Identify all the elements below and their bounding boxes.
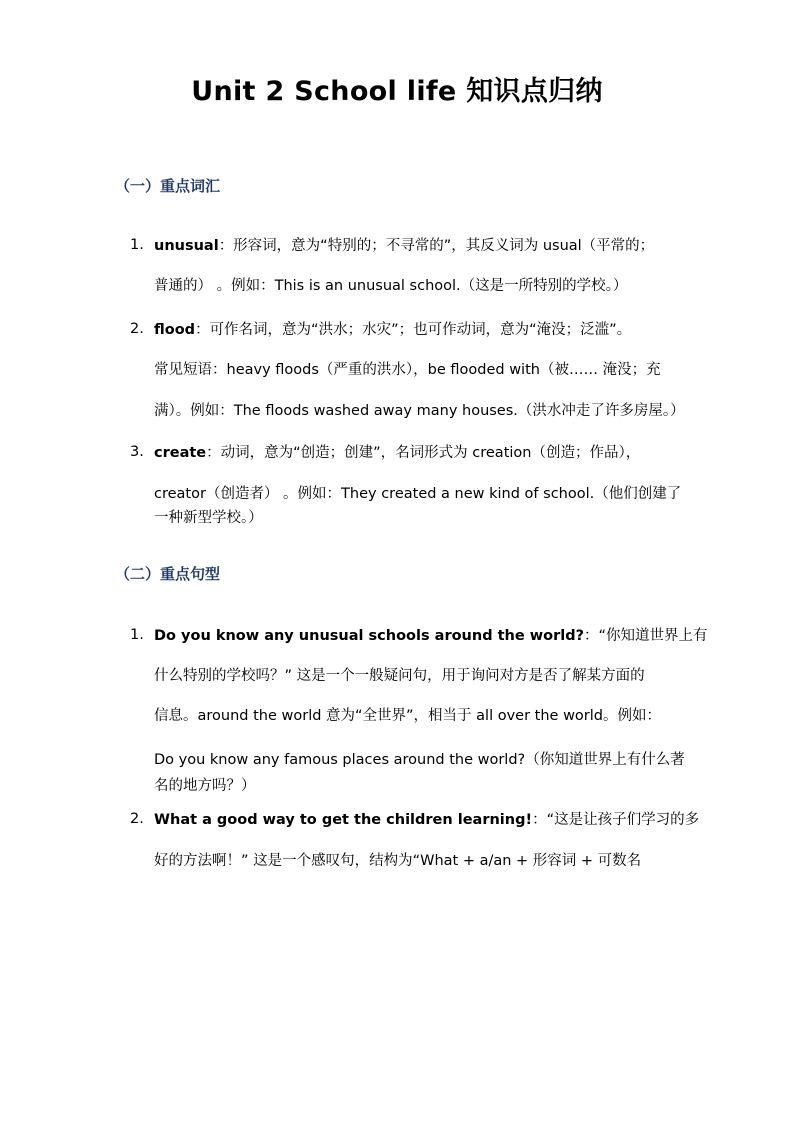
list-item: [130, 809, 700, 872]
vocab-term: create: [154, 445, 207, 461]
page-title: Unit 2 School life 知识点归纳: [191, 76, 603, 107]
item-line: unusual：形容词，意为“特别的；不寻常的”，其反义词为 usual（平常的；: [154, 238, 655, 254]
item-number: 1.: [130, 237, 144, 253]
section-heading-vocabulary: （一）重点词汇: [115, 177, 221, 195]
vocab-term: unusual: [154, 238, 219, 254]
section-heading-sentence-patterns: （二）重点句型: [115, 565, 221, 583]
item-line: creator（创造者） 。例如：They created a new kind of school.（他们创建了: [154, 486, 682, 502]
item-number: 2.: [130, 321, 144, 337]
item-number: 2.: [130, 811, 144, 827]
item-number: 3.: [130, 444, 144, 460]
sentence-pattern: What a good way to get the children learning!: [154, 812, 533, 828]
list-item: [130, 625, 708, 797]
sentence-pattern: Do you know any unusual schools around the world?: [154, 628, 585, 644]
list-item: [130, 319, 690, 422]
item-number: 1.: [130, 627, 144, 643]
list-item: [130, 442, 690, 529]
item-line: 信息。around the world 意为“全世界”，相当于 all over the world。例如：: [154, 708, 661, 724]
item-line: What a good way to get the children learning!：“这是让孩子们学习的多: [154, 812, 700, 828]
item-line: Do you know any famous places around the world?（你知道世界上有什么著: [154, 752, 685, 768]
vocab-term: flood: [154, 322, 196, 338]
item-line: 满）。例如：The floods washed away many houses.（洪水冲走了许多房屋。）: [154, 403, 685, 419]
item-line: 好的方法啊！” 这是一个感叹句，结构为“What + a/an + 形容词 + 可数名: [154, 853, 642, 869]
item-line: create：动词，意为“创造；创建”，名词形式为 creation（创造；作品），: [154, 445, 641, 461]
item-line: 什么特别的学校吗？” 这是一个一般疑问句，用于询问对方是否了解某方面的: [154, 668, 645, 684]
list-item: [130, 235, 690, 297]
item-line: 常见短语：heavy floods（严重的洪水），be flooded with（被…… 淹没；充: [154, 362, 661, 378]
item-line: 一种新型学校。）: [154, 510, 263, 526]
item-line: Do you know any unusual schools around the world?：“你知道世界上有: [154, 628, 708, 644]
item-line: flood：可作名词，意为“洪水；水灾”；也可作动词，意为“淹没；泛滥”。: [154, 322, 632, 338]
item-line: 普通的） 。例如：This is an unusual school.（这是一所特别的学校。）: [154, 278, 628, 294]
item-line: 名的地方吗？）: [154, 778, 256, 794]
